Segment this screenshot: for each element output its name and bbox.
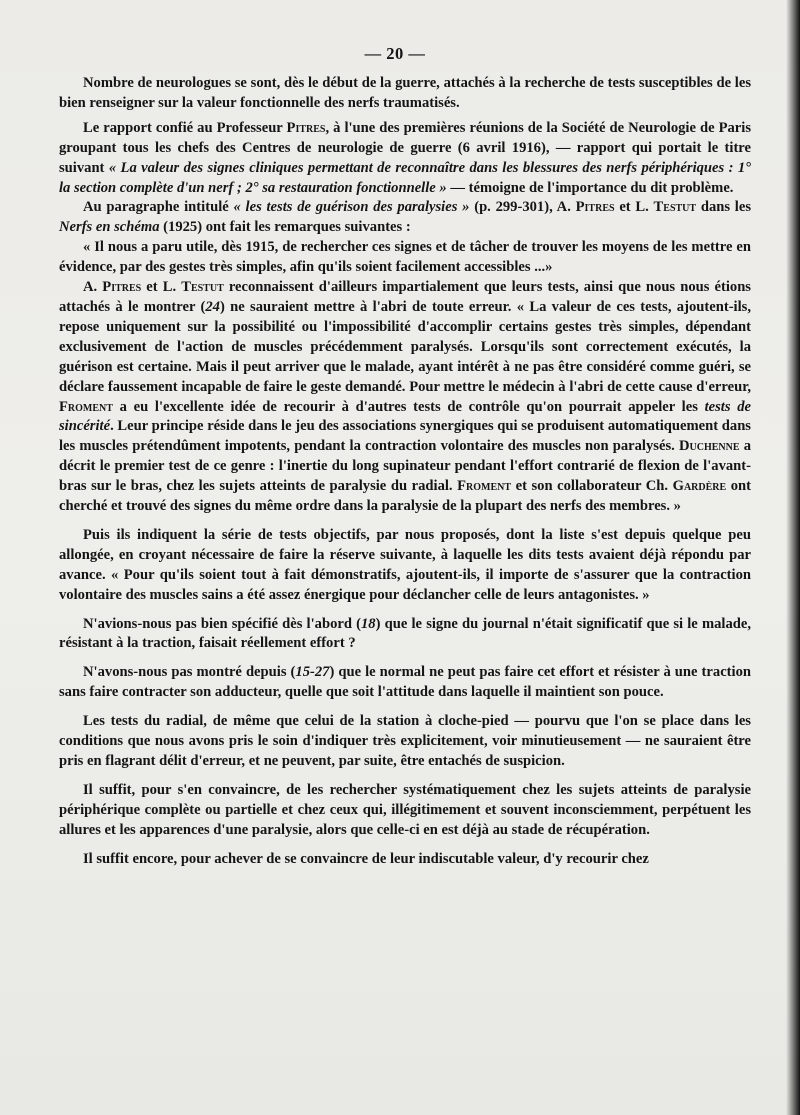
paragraph	[59, 526, 751, 606]
author-name: Pitres	[575, 199, 615, 216]
italic-text: 15-27	[295, 664, 330, 681]
page-number: — 20 —	[364, 44, 426, 63]
italic-text: « La valeur des signes cliniques permettant de reconnaître dans les blessures des nerfs périphériques : 1° la section complète d'un nerf ; 2° sa restauration fonctionnelle »	[59, 159, 751, 196]
text-run: reconnaissent d'ailleurs impartialement que leurs tests, ainsi que nous nous étions attachés à le montrer (	[59, 279, 751, 315]
text-run: ) que le signe du journal n'était significatif que si le malade, résistant à la traction, faisait réellement effort ?	[59, 615, 751, 652]
text-run: dans les	[696, 199, 752, 216]
author-name: Pitres	[102, 279, 142, 296]
italic-text: tests de sincérité	[59, 398, 751, 435]
body-text	[59, 74, 751, 870]
text-run: a eu l'excellente idée de recourir à d'autres tests de contrôle qu'on pourrait appeler les	[112, 398, 705, 415]
author-name: Gardère	[672, 478, 727, 495]
italic-text: 24	[205, 298, 220, 315]
author-name: Froment	[59, 398, 113, 415]
scan-edge-shadow	[786, 0, 800, 1115]
italic-text: Nerfs en schéma	[59, 219, 160, 236]
text-run: et L.	[614, 199, 654, 216]
text-run: N'avions-nous pas bien spécifié dès l'abord (	[83, 615, 361, 632]
text-run: N'avons-nous pas montré depuis (	[83, 664, 296, 681]
paragraph	[59, 663, 751, 703]
author-name: Duchenne	[678, 438, 740, 455]
text-run: Au paragraphe intitulé	[83, 199, 234, 216]
text-run: Les tests du radial, de même que celui de la station à cloche-pied — pourvu que l'on se place dans les conditions que nous avons pris le soin d'indiquer très explicitement, voir minutieusement — ne sauraient être pris en flagrant délit d'erreur, et ne peuvent, par suite, être entachés de suspicion.	[59, 713, 751, 769]
paragraph	[59, 198, 751, 238]
author-name: Testut	[653, 199, 697, 216]
paragraph	[59, 781, 751, 841]
text-run: ) que le normal ne peut pas faire cet effort et résister à une traction sans faire contracter son adducteur, quelle que soit l'attitude dans laquelle il maintient son pouce.	[59, 664, 751, 701]
text-run: (1925) ont fait les remarques suivantes :	[159, 219, 411, 236]
paragraph	[59, 278, 751, 517]
text-run: . Leur principe réside dans le jeu des associations synergiques qui se produisent automatiquement dans les muscles prétendûment impotents, pendant la contraction volontaire des muscles non paralysés.	[59, 418, 751, 455]
paragraph	[59, 850, 751, 870]
author-name: Testut	[181, 279, 224, 296]
text-run: « Il nous a paru utile, dès 1915, de rechercher ces signes et de tâcher de trouver les moyens de les mettre en évidence, par des gestes très simples, afin qu'ils soient facilement accessibles ...»	[59, 239, 751, 276]
text-run: Il suffit, pour s'en convaincre, de les rechercher systématiquement chez les sujets atteints de paralysie périphérique complète ou partielle et chez ceux qui, illégitimement et souvent inconsciemment, perpétuent les allures et les apparences d'une paralysie, alors que celle-ci en est déjà au stade de récupération.	[59, 781, 751, 838]
text-run: ) ne sauraient mettre à l'abri de toute erreur. « La valeur de ces tests, ajoutent-ils, repose uniquement sur la possibilité ou l'impossibilité d'accomplir certains gestes très simples, dépendant exclusivement de l'action de muscles précédemment paralysés. Lorsqu'ils sont correctement exécutés, la guérison est certaine. Mais il peut arriver que le malade, ayant intérêt à ne pas être considéré comme guéri, se déclare faussement incapable de faire le geste demandé. Pour mettre le médecin à l'abri de cette cause d'erreur,	[59, 298, 751, 395]
text-run: Puis ils indiquent la série de tests objectifs, par nous proposés, dont la liste s'est depuis quelque peu allongée, en croyant nécessaire de faire la réserve suivante, à laquelle les dits tests avaient déjà répondu par avance. « Pour qu'ils soient tout à fait démonstratifs, ajoutent-ils, il importe de s'assurer que la contraction volontaire des muscles sains a été assez énergique pour déclancher celle de leurs antagonistes. »	[59, 526, 751, 603]
paragraph	[59, 615, 751, 655]
text-run: et L.	[141, 279, 182, 296]
paragraph	[59, 712, 751, 772]
text-run: et son collaborateur Ch.	[511, 478, 673, 495]
text-run: , à l'une des premières réunions de la Société de Neurologie de Paris groupant tous les chefs des Centres de neurologie de guerre (6 avril 1916), — rapport qui portait le titre suivant	[59, 119, 752, 176]
text-run: a décrit le premier test de ce genre : l'inertie du long supinateur pendant l'effort contrarié de flexion de l'avant-bras sur le bras, chez les sujets atteints de paralysie du radial.	[59, 438, 752, 495]
text-run: A.	[83, 279, 103, 296]
italic-text: « les tests de guérison des paralysies »	[233, 199, 470, 216]
text-run: (p. 299-301), A.	[469, 199, 576, 216]
author-name: Pitres	[286, 119, 326, 136]
paragraph	[59, 238, 751, 278]
paragraph	[59, 74, 751, 114]
text-run: — témoigne de l'importance du dit problème.	[446, 179, 734, 196]
italic-text: 18	[361, 615, 376, 632]
paragraph	[59, 119, 751, 199]
text-run: Nombre de neurologues se sont, dès le début de la guerre, attachés à la recherche de tests susceptibles de les bien renseigner sur la valeur fonctionnelle des nerfs traumatisés.	[59, 75, 751, 111]
text-run: ont cherché et trouvé des signes du même ordre dans la paralysie de la plupart des nerfs des membres. »	[59, 478, 751, 515]
text-run: Le rapport confié au Professeur	[83, 119, 287, 136]
text-run: Il suffit encore, pour achever de se convaincre de leur indiscutable valeur, d'y recourir chez	[83, 850, 649, 867]
author-name: Froment	[457, 478, 512, 495]
